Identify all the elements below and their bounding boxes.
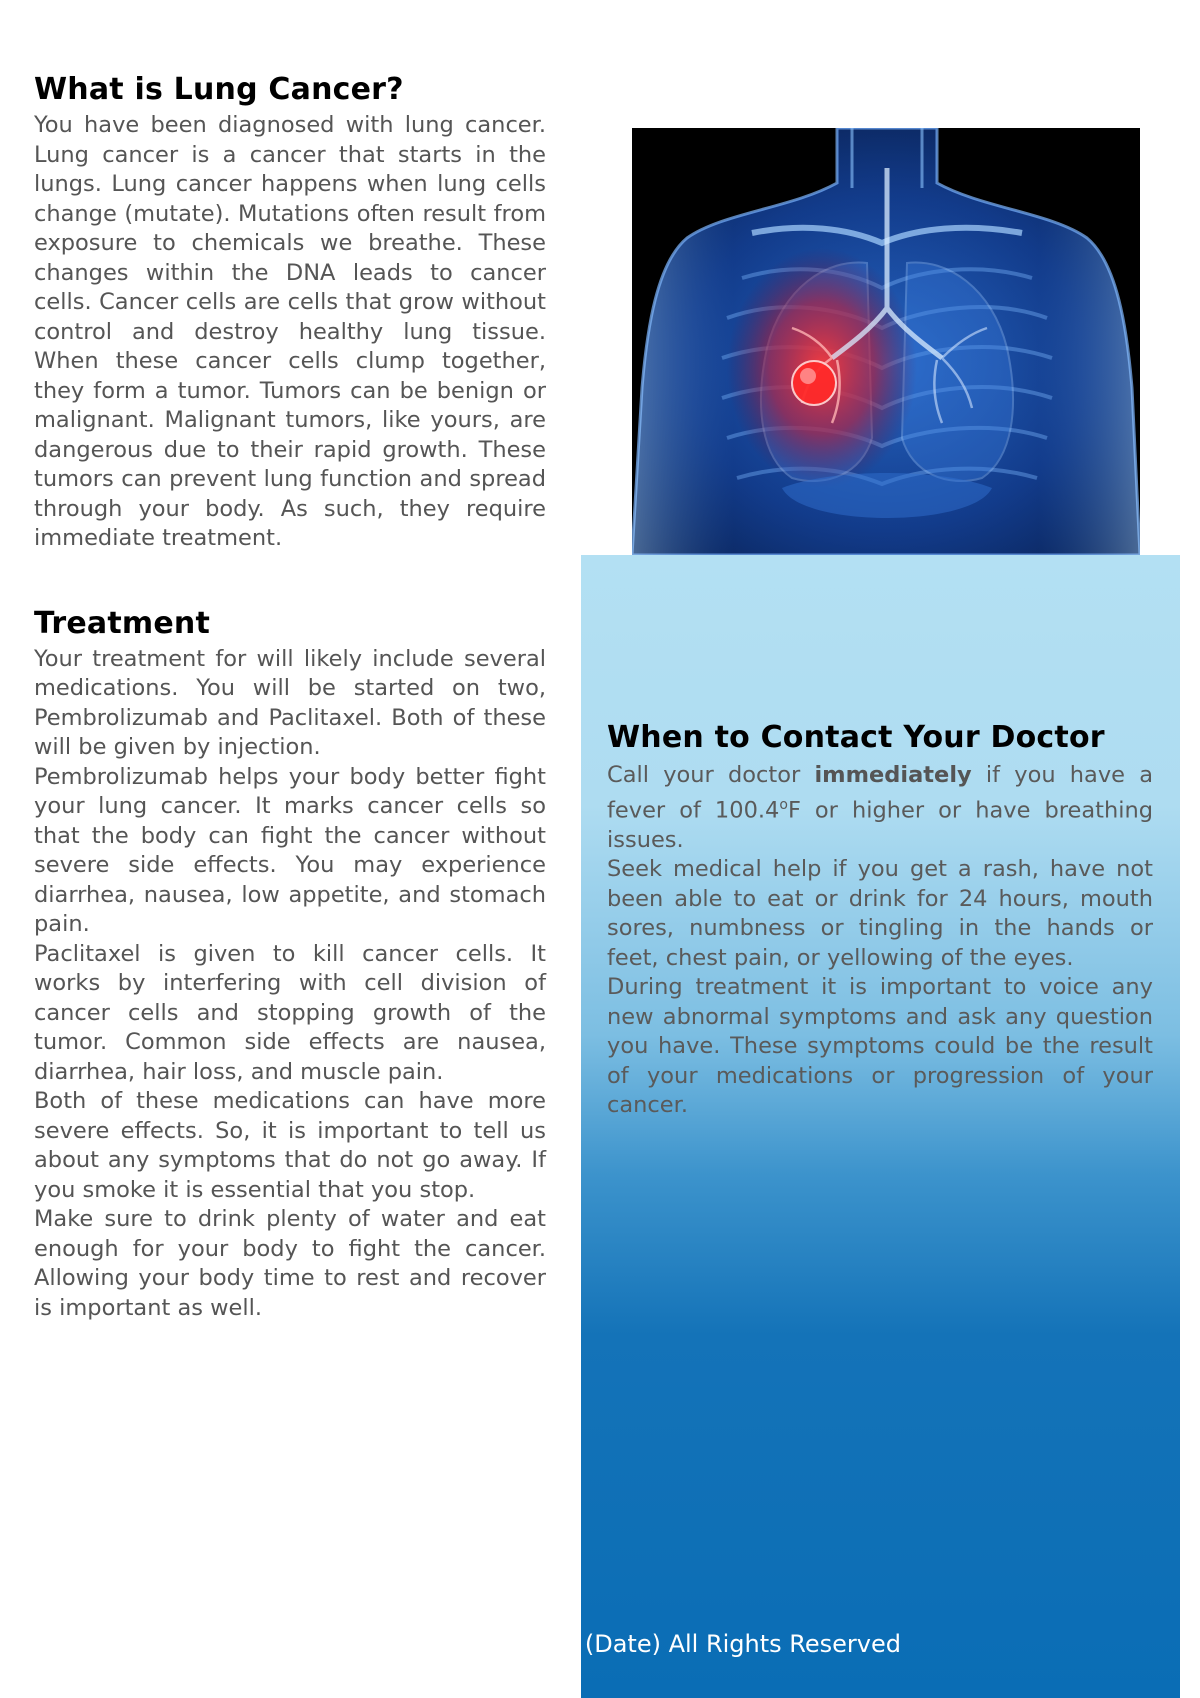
copyright-text: (Date) All Rights Reserved <box>584 1630 901 1658</box>
lung-cancer-heading: What is Lung Cancer? <box>34 72 404 107</box>
treatment-heading: Treatment <box>34 605 210 641</box>
contact-text-start: Call your doctor <box>607 762 815 788</box>
lung-xray-illustration-icon <box>632 128 1140 555</box>
paclitaxel-paragraph: Paclitaxel is given to kill cancer cells. It works by interfering with cell division of cancer cells and stopping growth of the tumor. Common side effects are nausea, diarrhea, hair loss, and muscle pain. <box>34 940 546 1085</box>
pembrolizumab-paragraph: Pembrolizumab helps your body better fight your lung cancer. It marks cancer cells so that the body can fight the cancer without severe side effects. You may experience diarrhea, nausea, low appetite, and stomach pain. <box>34 763 546 937</box>
contact-paragraph-fever <box>607 761 1153 855</box>
treatment-paragraph: Your treatment for will likely include several medications. You will be started on two, Pembrolizumab and Paclitaxel. Both of these will be given by injection. <box>34 645 546 760</box>
contact-text-breathing: F or higher or have breathing issues. <box>607 797 1154 853</box>
contact-heading: When to Contact Your Doctor <box>607 720 1105 755</box>
lung-xray-image <box>632 128 1140 555</box>
lung-cancer-text: You have been diagnosed with lung cancer. Lung cancer is a cancer that starts in the lungs. Lung cancer happens when lung cells change (mutate). Mutations often result from exposure to chemicals we breathe. These changes within the DNA leads to cancer cells. Cancer cells are cells that grow without control and destroy healthy lung tissue. When these cancer cells clump together, they form a tumor. Tumors can be benign or malignant. Malignant tumors, like yours, are dangerous due to their rapid growth. These tumors can prevent lung function and spread through your body. As such, they require immediate treatment. <box>34 112 546 551</box>
contact-content <box>607 720 1153 1121</box>
contact-paragraph-voice: During treatment it is important to voice any new abnormal symptoms and ask any question you have. These symptoms could be the result of your medications or progression of your cancer. <box>607 974 1153 1118</box>
contact-text-fever: if you have a fever of 100.4 <box>607 762 1153 823</box>
contact-panel <box>581 555 1180 1698</box>
degree-symbol: o <box>779 796 788 813</box>
copyright-footer <box>581 1630 901 1664</box>
immediately-emphasis: immediately <box>814 762 972 788</box>
hydration-paragraph: Make sure to drink plenty of water and eat enough for your body to fight the cancer. Allowing your body time to rest and recover is important as well. <box>34 1206 546 1321</box>
side-effects-paragraph: Both of these medications can have more severe effects. So, it is important to tell us about any symptoms that do not go away. If you smoke it is essential that you stop. <box>34 1088 546 1203</box>
contact-paragraph-symptoms: Seek medical help if you get a rash, have not been able to eat or drink for 24 hours, mouth sores, numbness or tingling in the hands or feet, chest pain, or yellowing of the eyes. <box>607 856 1153 971</box>
left-column <box>34 72 546 1323</box>
